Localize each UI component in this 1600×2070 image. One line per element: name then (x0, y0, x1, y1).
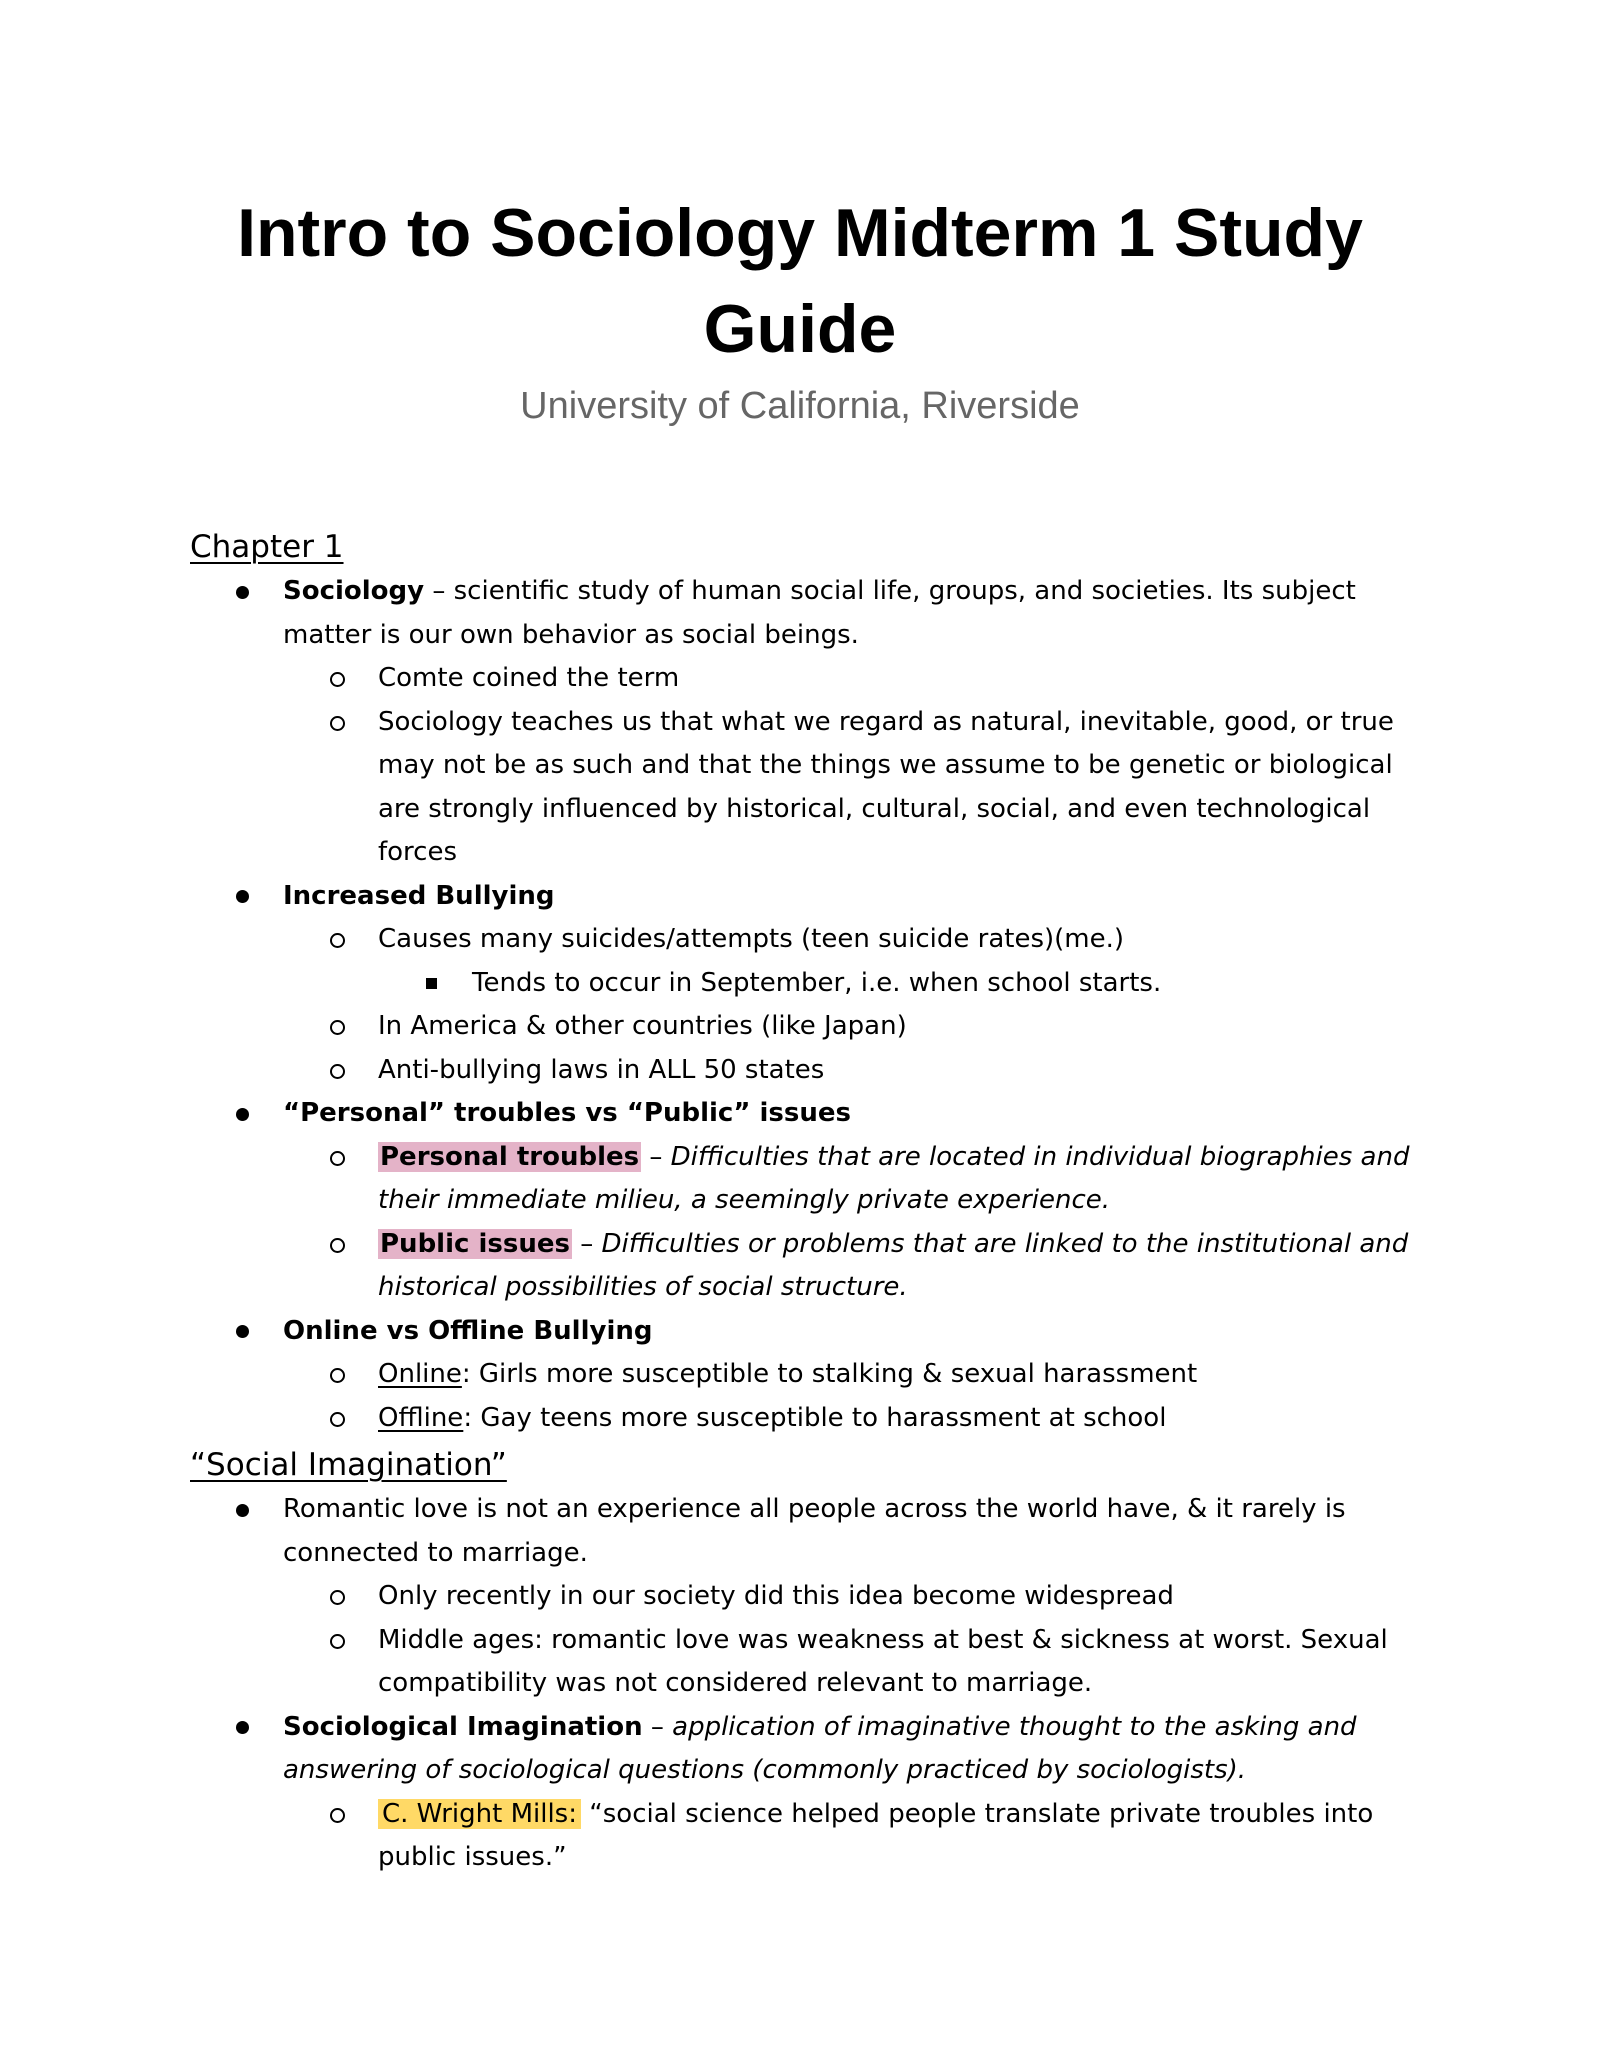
list-item-troubles-vs-issues (190, 1092, 1440, 1136)
online-offline-term: Online vs Offline Bullying (283, 1315, 653, 1346)
hollow-bullet-icon (330, 1397, 345, 1441)
list-item-personal-troubles (190, 1136, 1440, 1223)
list-item-september (190, 962, 1440, 1006)
hollow-bullet-icon (330, 918, 345, 962)
list-item-sociology (190, 570, 1440, 657)
offline-text: : Gay teens more susceptible to harassment at school (463, 1402, 1167, 1433)
chapter-1-heading: Chapter 1 (190, 529, 344, 565)
bullet-icon (236, 1706, 249, 1750)
list-item-romantic-love (190, 1488, 1440, 1575)
suicides-text: Causes many suicides/attempts (teen suicide rates)(me.) (378, 924, 1125, 954)
social-imagination-heading: “Social Imagination” (190, 1447, 507, 1483)
social-imagination-list (190, 1488, 1440, 1880)
sociology-teaches-text: Sociology teaches us that what we regard as natural, inevitable, good, or true may not be as such and that the things we assume to be genetic or biological are strongly influenced by historical, cultural, social, and even technological forces (378, 706, 1394, 867)
list-item-anti-bullying (190, 1049, 1440, 1093)
list-item-online-offline (190, 1310, 1440, 1354)
sociology-definition: – scientific study of human social life, groups, and societies. Its subject matter is our own behavior as social beings. (283, 576, 1356, 650)
bullet-icon (236, 875, 249, 919)
chapter-1-list (190, 570, 1440, 1440)
list-item-middle-ages (190, 1619, 1440, 1706)
online-label: Online (378, 1359, 462, 1389)
sociological-imagination-definition: application of imaginative thought to the asking and answering of sociological questions (commonly practiced by sociologists). (283, 1711, 1357, 1785)
troubles-term: “Personal” troubles vs “Public” issues (283, 1098, 851, 1128)
hollow-bullet-icon (330, 657, 345, 701)
square-bullet-icon (426, 962, 437, 1006)
list-item-offline (190, 1397, 1440, 1441)
hollow-bullet-icon (330, 1223, 345, 1267)
hollow-bullet-icon (330, 1575, 345, 1619)
hollow-bullet-icon (330, 1353, 345, 1397)
america-text: In America & other countries (like Japan) (378, 1011, 907, 1041)
sociological-imagination-dash: – (642, 1711, 673, 1742)
sociology-term: Sociology (283, 576, 425, 606)
hollow-bullet-icon (330, 1136, 345, 1180)
romantic-love-text: Romantic love is not an experience all people across the world have, & it rarely is connected to marriage. (283, 1494, 1346, 1568)
list-item-recently (190, 1575, 1440, 1619)
personal-dash: – (641, 1141, 671, 1172)
recently-text: Only recently in our society did this idea become widespread (378, 1581, 1174, 1611)
list-item-sociology-teaches (190, 701, 1440, 875)
public-issues-term: Public issues (380, 1228, 570, 1259)
list-item-comte (190, 657, 1440, 701)
hollow-bullet-icon (330, 1619, 345, 1663)
sociological-imagination-term: Sociological Imagination (283, 1711, 643, 1742)
hollow-bullet-icon (330, 701, 345, 745)
public-issues-definition: Difficulties or problems that are linked to the institutional and historical possibilities of social structure. (378, 1228, 1409, 1302)
anti-bullying-text: Anti-bullying laws in ALL 50 states (378, 1054, 825, 1085)
list-item-public-issues (190, 1223, 1440, 1310)
hollow-bullet-icon (330, 1005, 345, 1049)
offline-label: Offline (378, 1402, 464, 1433)
middle-ages-text: Middle ages: romantic love was weakness at best & sickness at worst. Sexual compatibility was not considered relevant to marriage. (378, 1624, 1388, 1698)
page-subtitle: University of California, Riverside (520, 385, 1080, 427)
list-item-suicides (190, 918, 1440, 962)
list-item-america (190, 1005, 1440, 1049)
bullet-icon (236, 1488, 249, 1532)
comte-text: Comte coined the term (378, 663, 680, 693)
september-text: Tends to occur in September, i.e. when school starts. (472, 967, 1162, 998)
chapter-1-section (190, 524, 1440, 1440)
bullet-icon (236, 1310, 249, 1354)
bullying-term: Increased Bullying (283, 880, 555, 911)
hollow-bullet-icon (330, 1049, 345, 1093)
page-title: Intro to Sociology Midterm 1 Study Guide (237, 195, 1363, 367)
social-imagination-section (190, 1442, 1440, 1880)
personal-troubles-term: Personal troubles (380, 1141, 640, 1172)
list-item-sociological-imagination (190, 1706, 1440, 1793)
c-wright-mills-label: C. Wright Mills: (378, 1799, 581, 1829)
public-dash: – (571, 1228, 602, 1259)
bullet-icon (236, 1092, 249, 1136)
list-item-c-wright-mills (190, 1793, 1440, 1880)
online-text: : Girls more susceptible to stalking & sexual harassment (461, 1359, 1198, 1389)
personal-troubles-definition: Difficulties that are located in individual biographies and their immediate milieu, a seemingly private experience. (378, 1141, 1410, 1215)
list-item-online (190, 1353, 1440, 1397)
list-item-increased-bullying (190, 875, 1440, 919)
bullet-icon (236, 570, 249, 614)
c-wright-mills-quote: “social science helped people translate private troubles into public issues.” (378, 1798, 1374, 1872)
hollow-bullet-icon (330, 1793, 345, 1837)
